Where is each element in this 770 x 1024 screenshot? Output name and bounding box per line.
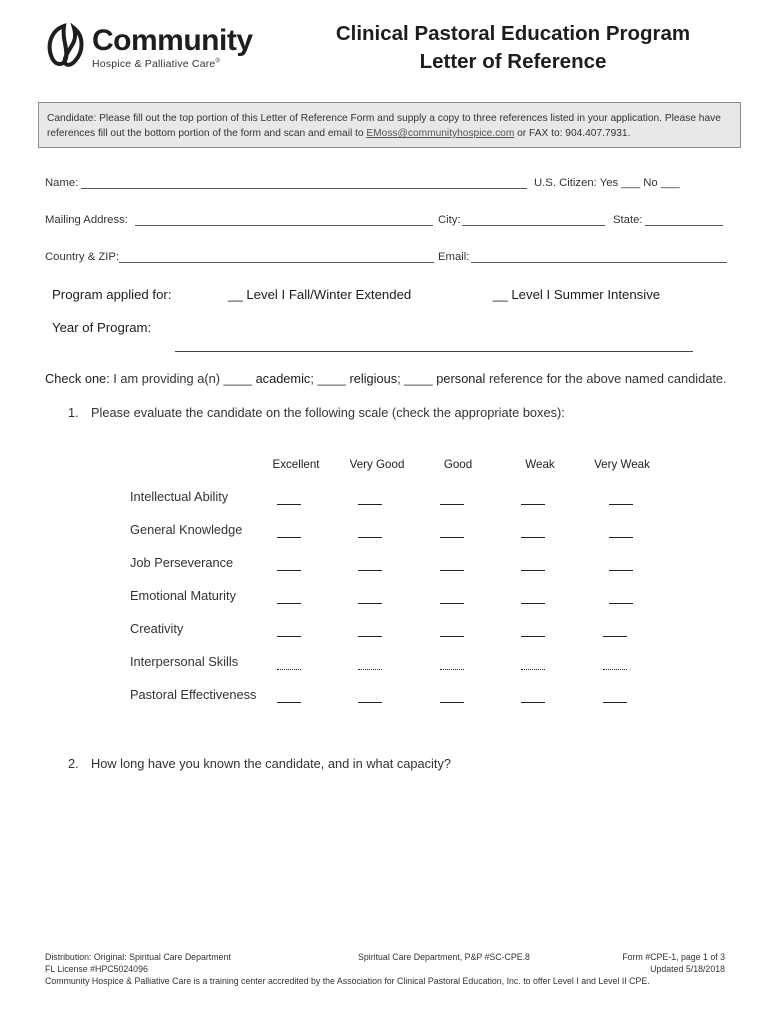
citizen-field[interactable]: U.S. Citizen: Yes ___ No ___ (534, 177, 680, 189)
reference-type-religious[interactable]: religious (349, 371, 398, 386)
logo-subtitle-text: Hospice & Palliative Care (92, 58, 216, 70)
rating-blank[interactable] (277, 570, 301, 571)
rating-blank[interactable] (277, 669, 301, 670)
criterion-creativity: Creativity (130, 621, 184, 636)
rating-blank[interactable] (609, 504, 633, 505)
community-logo (44, 22, 264, 72)
logo-name: Community (92, 24, 253, 57)
rating-blank[interactable] (358, 537, 382, 538)
country-zip-field[interactable] (119, 262, 434, 263)
criterion-emotional-maturity: Emotional Maturity (130, 588, 236, 603)
country-label: Country & ZIP: (45, 251, 120, 263)
page-title (318, 20, 708, 76)
fax-number: 904.407.7931. (565, 128, 631, 139)
check-one-label: Check one: (45, 371, 110, 386)
year-of-program-field[interactable] (175, 351, 693, 352)
candidate-label: Candidate: (47, 113, 97, 124)
check-one-prefix: I am providing a(n) ____ (109, 371, 256, 386)
city-field[interactable] (462, 225, 605, 226)
check-one-row (45, 371, 727, 386)
email-label: Email: (438, 251, 470, 263)
rating-blank[interactable] (521, 702, 545, 703)
rating-blank[interactable] (277, 504, 301, 505)
rating-blank[interactable] (609, 537, 633, 538)
scale-col-very-weak: Very Weak (594, 458, 650, 471)
logo-mark-icon (44, 22, 86, 68)
rating-blank[interactable] (358, 669, 382, 670)
rating-blank[interactable] (358, 702, 382, 703)
year-label: Year of Program: (52, 320, 152, 335)
candidate-text-2: or FAX to: (514, 128, 566, 139)
footer-form-number: Form #CPE-1, page 1 of 3 (622, 952, 725, 962)
mailing-label: Mailing Address: (45, 214, 128, 226)
rating-blank[interactable] (277, 603, 301, 604)
question-1-text: Please evaluate the candidate on the following scale (check the appropriate boxes): (91, 405, 565, 420)
criterion-job-perseverance: Job Perseverance (130, 555, 234, 570)
rating-blank[interactable] (440, 603, 464, 604)
name-label: Name: (45, 177, 79, 189)
rating-blank[interactable] (440, 669, 464, 670)
state-field[interactable] (645, 225, 723, 226)
rating-blank[interactable] (440, 570, 464, 571)
footer-updated: Updated 5/18/2018 (650, 964, 725, 974)
footer-accreditation: Community Hospice & Palliative Care is a training center accredited by the Association for Clinical Pastoral Education, Inc. to offer Level I and Level II CPE. (45, 976, 650, 986)
title-line-2: Letter of Reference (419, 50, 607, 73)
question-2-answer-area[interactable] (91, 780, 727, 930)
question-2-text: How long have you known the candidate, and in what capacity? (91, 756, 451, 771)
rating-blank[interactable] (521, 570, 545, 571)
name-row (45, 177, 78, 189)
rating-blank[interactable] (277, 702, 301, 703)
email-link[interactable]: EMoss@communityhospice.com (366, 128, 515, 139)
criterion-intellectual-ability: Intellectual Ability (130, 489, 229, 504)
rating-blank[interactable] (521, 504, 545, 505)
rating-blank[interactable] (277, 636, 301, 637)
state-label: State: (613, 214, 643, 226)
title-line-1: Clinical Pastoral Education Program (335, 22, 691, 45)
reference-type-academic[interactable]: academic (255, 371, 311, 386)
check-sep-1: ; ____ (310, 371, 350, 386)
rating-blank[interactable] (358, 636, 382, 637)
scale-col-very-good: Very Good (349, 458, 405, 471)
check-one-suffix: reference for the above named candidate. (485, 371, 727, 386)
question-1-number: 1. (68, 405, 79, 420)
rating-blank[interactable] (358, 504, 382, 505)
criterion-interpersonal-skills: Interpersonal Skills (130, 654, 239, 669)
footer-license: FL License #HPC5024096 (45, 964, 148, 974)
rating-blank[interactable] (440, 537, 464, 538)
rating-blank[interactable] (521, 669, 545, 670)
mailing-address-field[interactable] (135, 225, 433, 226)
scale-col-excellent: Excellent (272, 458, 320, 471)
city-label: City: (438, 214, 461, 226)
rating-blank[interactable] (440, 636, 464, 637)
program-option-fall-winter[interactable]: __ Level I Fall/Winter Extended (228, 287, 412, 302)
check-sep-2: ; ____ (397, 371, 437, 386)
name-field[interactable] (81, 188, 527, 189)
rating-blank[interactable] (603, 636, 627, 637)
rating-blank[interactable] (521, 537, 545, 538)
criterion-general-knowledge: General Knowledge (130, 522, 243, 537)
rating-blank[interactable] (440, 702, 464, 703)
rating-blank[interactable] (358, 570, 382, 571)
candidate-instructions (38, 102, 741, 148)
rating-blank[interactable] (277, 537, 301, 538)
criterion-pastoral-effectiveness: Pastoral Effectiveness (130, 687, 257, 702)
reference-type-personal[interactable]: personal (436, 371, 486, 386)
rating-blank[interactable] (521, 636, 545, 637)
rating-blank[interactable] (440, 504, 464, 505)
rating-blank[interactable] (521, 603, 545, 604)
program-option-summer[interactable]: __ Level I Summer Intensive (493, 287, 661, 302)
rating-blank[interactable] (603, 702, 627, 703)
question-2-number: 2. (68, 756, 79, 771)
email-field[interactable] (471, 262, 727, 263)
rating-blank[interactable] (609, 570, 633, 571)
program-label: Program applied for: (52, 287, 172, 302)
registered-mark: ® (215, 58, 221, 65)
scale-col-good: Good (443, 458, 473, 471)
footer-distribution: Distribution: Original: Spiritual Care Department (45, 952, 231, 962)
scale-col-weak: Weak (525, 458, 555, 471)
rating-blank[interactable] (358, 603, 382, 604)
candidate-text-1: Please fill out the top portion of this Letter of Reference Form and supply a copy to three references listed in your application. Please have references fill out the bottom portion of the form and scan and email to (47, 113, 721, 139)
rating-blank[interactable] (603, 669, 627, 670)
footer-department: Spiritual Care Department, P&P #SC-CPE.8 (358, 952, 530, 962)
logo-subtitle (92, 58, 220, 70)
rating-blank[interactable] (609, 603, 633, 604)
